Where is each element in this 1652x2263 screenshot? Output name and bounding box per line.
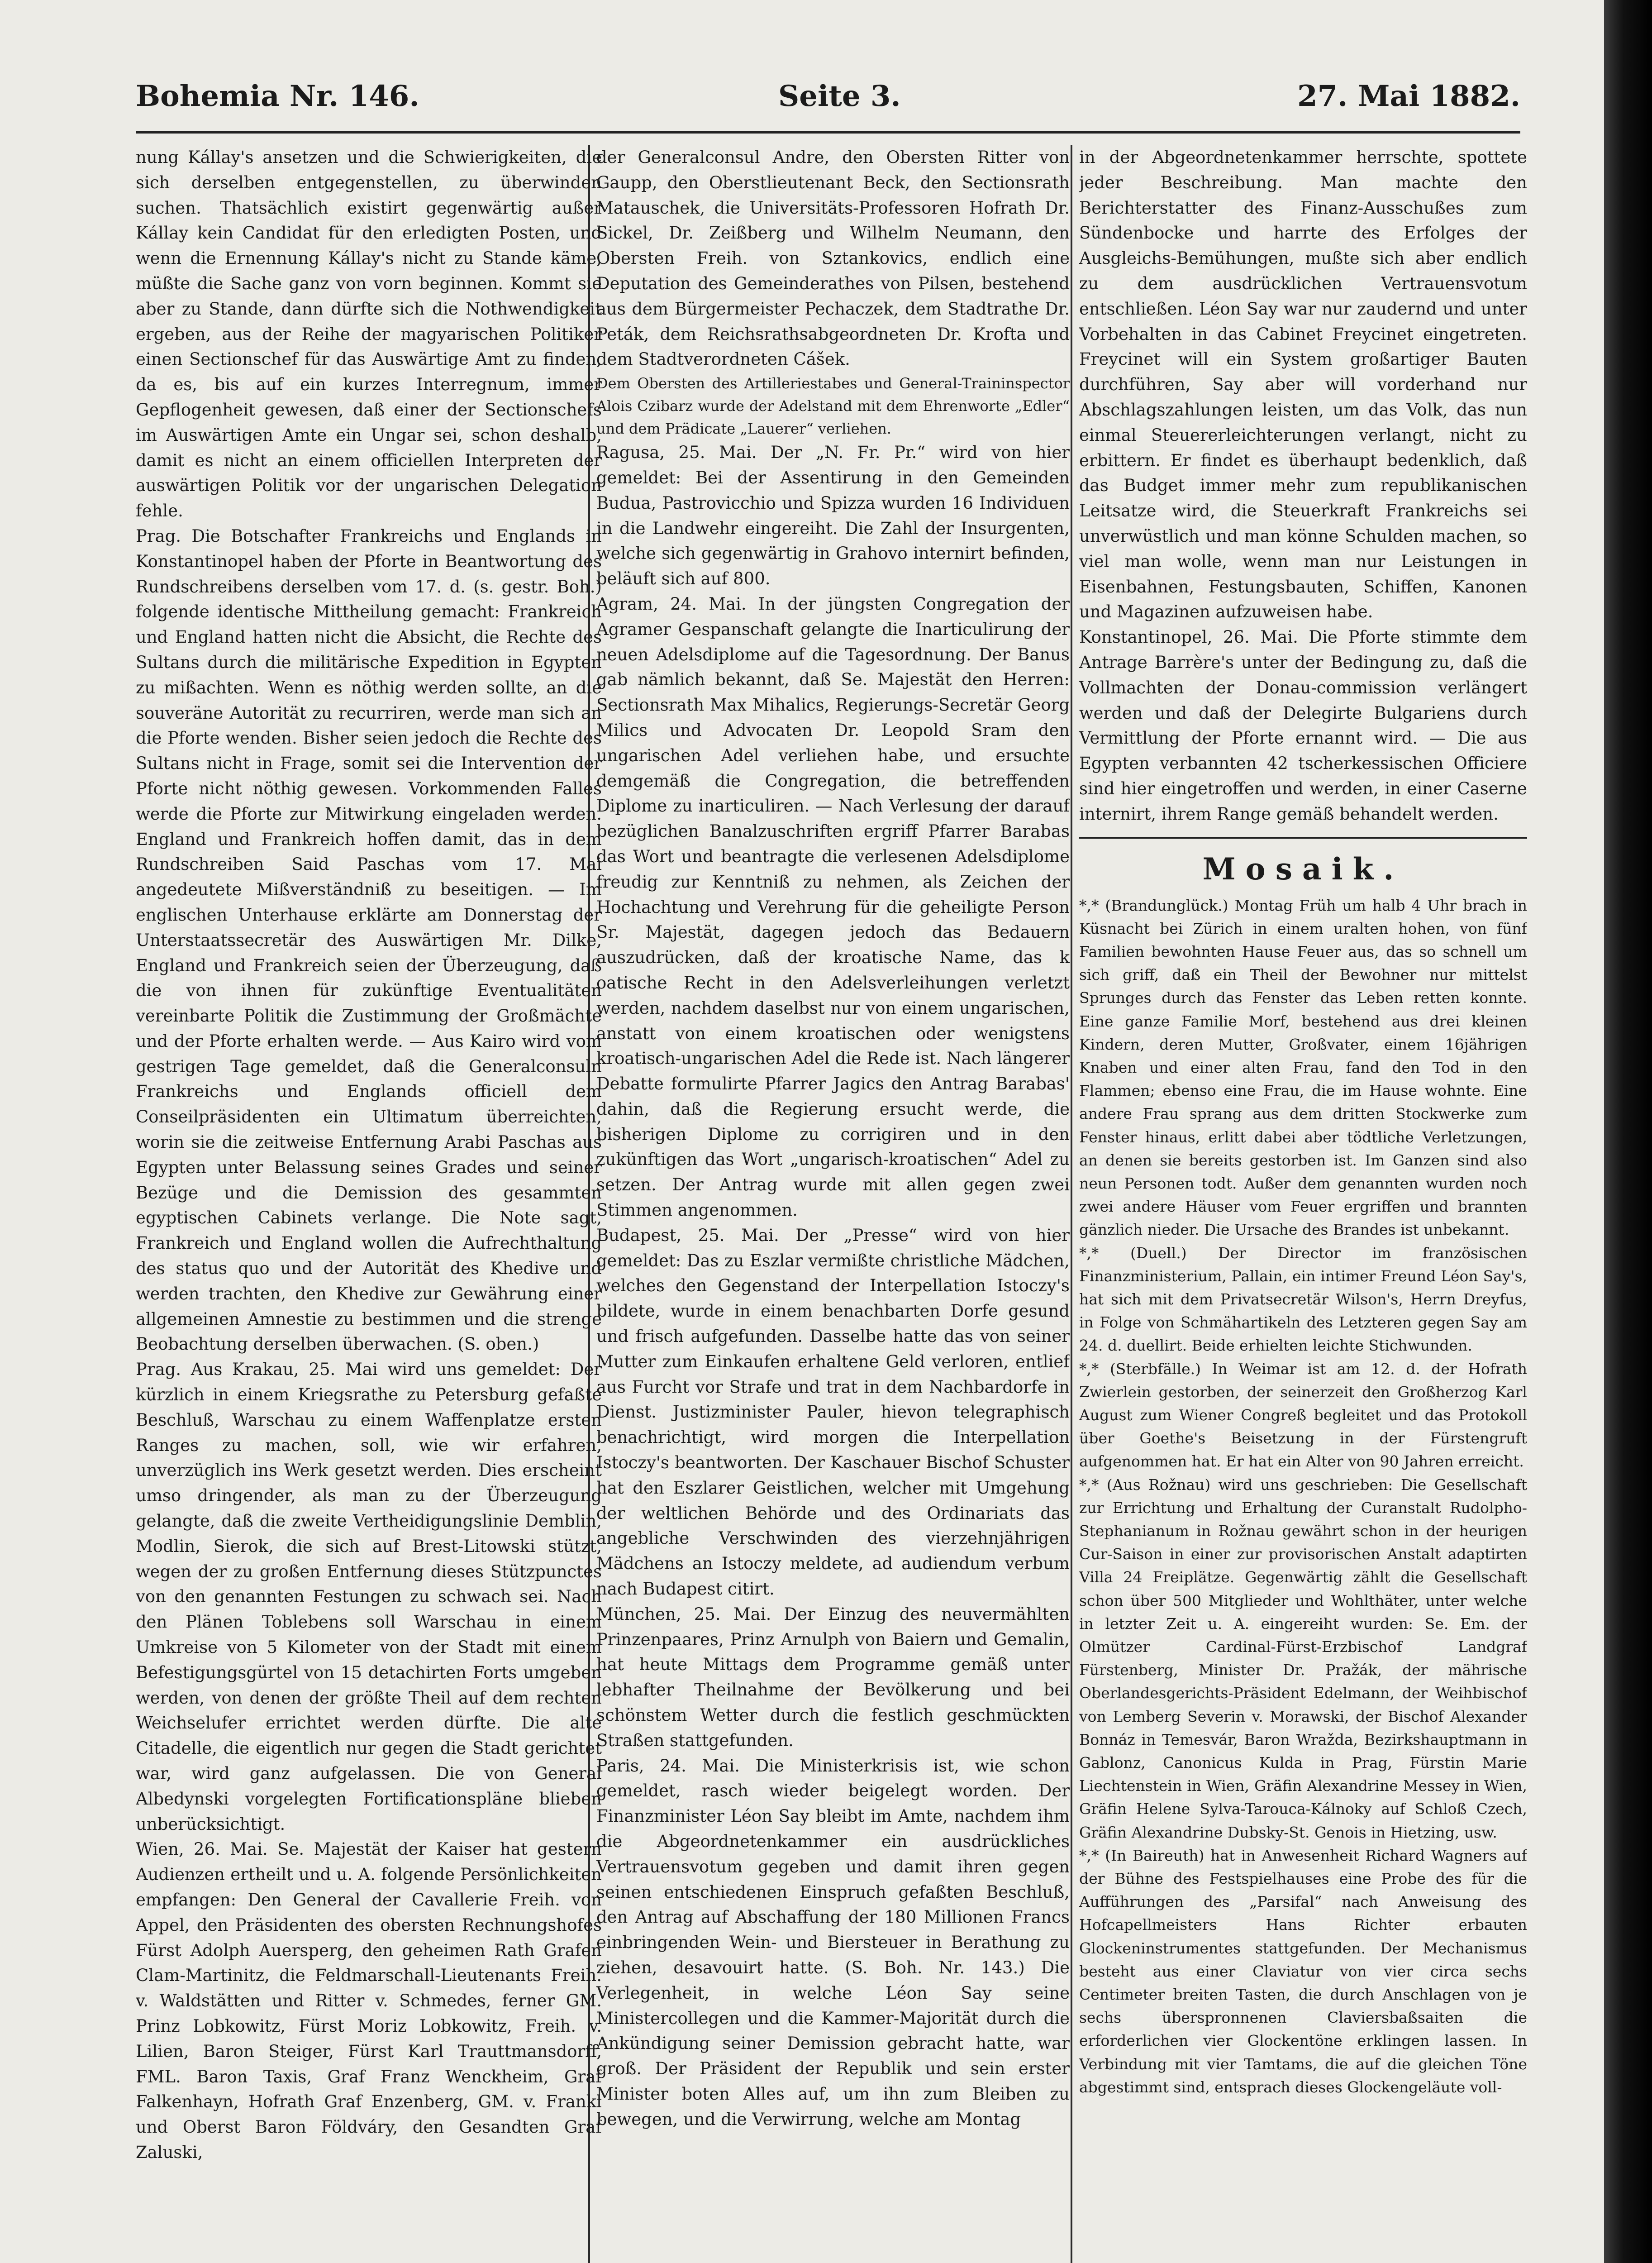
column-3 — [1079, 145, 1527, 2263]
header-rule — [136, 131, 1520, 134]
mosaik-item: *,* (Brandunglück.) Montag Früh um halb 4 Uhr brach in Küsnacht bei Zürich in einem uralten hohen, von fünf Familien bewohnten Hause Feuer aus, das so schnell um sich griff, daß ein Theil der Bewohner nur mittelst Sprunges durch das Fenster das Leben retten konnte. Eine ganze Familie Morf, bestehend aus drei kleinen Kindern, deren Mutter, Großvater, einem 16jährigen Knaben und einer alten Frau, fand den Tod in den Flammen; ebenso eine Frau, die im Hause wohnte. Eine andere Frau sprang aus dem dritten Stockwerke zum Fenster hinaus, erlitt dabei aber tödtliche Verletzungen, an denen sie bereits gestorben ist. Im Ganzen sind also neun Personen todt. Außer dem genannten wurden noch zwei andere Häuser vom Feuer ergriffen und brannten gänzlich nieder. Die Ursache des Brandes ist unbekannt. — [1079, 896, 1527, 1239]
column-1 — [136, 145, 602, 2263]
column-2 — [596, 145, 1070, 2263]
issue-date: 27. Mai 1882. — [1297, 79, 1520, 113]
article-paragraph: Agram, 24. Mai. In der jüngsten Congregation der Agramer Gespanschaft gelangte die Inarticulirung der neuen Adelsdiplome auf die Tagesordnung. Der Banus gab nämlich bekannt, daß Se. Majestät den Herren: Sectionsrath Max Mihalics, Regierungs-Secretär Georg Milics und Advocaten Dr. Leopold Sram den ungarischen Adel verliehen habe, und ersuchte demgemäß die Congregation, die betreffenden Diplome zu inarticuliren. — Nach Verlesung der darauf bezüglichen Banalzuschriften ergriff Pfarrer Barabas das Wort und beantragte die verlesenen Adelsdiplome freudig zur Kenntniß zu nehmen, als Zeichen der Hochachtung und Verehrung für die geheiligte Person Sr. Majestät, dagegen jedoch das Bedauern auszudrücken, daß der kroatische Name, das k oatische Recht in den Adelsverleihungen verletzt werden, nachdem daselbst nur von einem ungarischen, anstatt von einem kroatischen oder wenigstens kroatisch-ungarischen Adel die Rede ist. Nach längerer Debatte formulirte Pfarrer Jagics den Antrag Barabas' dahin, daß die Regierung ersucht werde, die bisherigen Diplome zu corrigiren und in den zukünftigen das Wort „ungarisch-kroatischen“ Adel zu setzen. Der Antrag wurde mit allen gegen zwei Stimmen angenommen. — [596, 594, 1070, 1220]
column-divider — [1071, 145, 1072, 2263]
article-paragraph: Konstantinopel, 26. Mai. Die Pforte stimmte dem Antrage Barrère's unter der Bedingung zu, daß die Vollmachten der Donau-commission verlängert werden und daß der Delegirte Bulgariens durch Vermittlung der Pforte ernannt wird. — Die aus Egypten verbannten 42 tscherkessischen Officiere sind hier eingetroffen und werden, in einer Caserne internirt, ihrem Range gemäß behandelt werden. — [1079, 627, 1527, 824]
notice-paragraph: Dem Obersten des Artilleriestabes und General-Traininspector Alois Czibarz wurde der Adelstand mit dem Ehrenworte „Edler“ und dem Prädicate „Lauerer“ verliehen. — [596, 375, 1070, 438]
article-paragraph: in der Abgeordnetenkammer herrschte, spottete jeder Beschreibung. Man machte den Berichterstatter des Finanz-Ausschußes zum Sündenbocke und harrte des Erfolges der Ausgleichs-Bemühungen, mußte sich aber endlich zu dem ausdrücklichen Vertrauensvotum entschließen. Léon Say war nur zaudernd und unter Vorbehalten in das Cabinet Freycinet eingetreten. Freycinet will ein System großartiger Bauten durchführen, Say aber will vorderhand nur Abschlagszahlungen leisten, um das Volk, das nun einmal Steuererleichterungen verlangt, nicht zu erbittern. Er findet es überhaupt bedenklich, daß das Budget immer mehr zum republikanischen Leitsatze wird, die Steuerkraft Frankreichs sei unverwüstlich und man könne Schulden machen, so viel man wolle, wenn man nur Leistungen in Eisenbahnen, Festungsbauten, Schiffen, Kanonen und Magazinen aufzuweisen habe. — [1079, 148, 1527, 622]
masthead-issue: Bohemia Nr. 146. — [136, 79, 419, 113]
article-paragraph: Budapest, 25. Mai. Der „Presse“ wird von hier gemeldet: Das zu Eszlar vermißte christliche Mädchen, welches den Gegenstand der Interpellation Istoczy's bildete, wurde in einem benachbarten Dorfe gesund und frisch aufgefunden. Dasselbe hatte das von seiner Mutter zum Einkaufen erhaltene Geld verloren, entlief aus Furcht vor Strafe und trat in dem Nachbardorfe in Dienst. Justizminister Pauler, hievon telegraphisch benachrichtigt, wird morgen die Interpellation Istoczy's beantworten. Der Kaschauer Bischof Schuster hat den Eszlarer Geistlichen, welcher mit Umgehung der weltlichen Behörde und des Ordinariats das angebliche Verschwinden des vierzehnjährigen Mädchens an Istoczy meldete, ad audiendum verbum nach Budapest citirt. — [596, 1225, 1070, 1599]
scan-border — [1604, 0, 1652, 2263]
mosaik-heading: Mosaik. — [1202, 851, 1404, 887]
article-paragraph: der Generalconsul Andre, den Obersten Ritter von Gaupp, den Oberstlieutenant Beck, den Sectionsrath Matauschek, die Universitäts-Professoren Hofrath Dr. Sickel, Dr. Zeißberg und Wilhelm Neumann, den Obersten Freih. von Sztankovics, endlich eine Deputation des Gemeinderathes von Pilsen, bestehend aus dem Bürgermeister Pechaczek, dem Stadtrathe Dr. Peták, dem Reichsrathsabgeordneten Dr. Krofta und dem Stadtverordneten Cášek. — [596, 148, 1070, 369]
mosaik-item: *,* (In Baireuth) hat in Anwesenheit Richard Wagners auf der Bühne des Festspielhauses eine Probe des für die Aufführungen des „Parsifal“ nach Anweisung des Hofcapellmeisters Hans Richter erbauten Glockeninstrumentes stattgefunden. Der Mechanismus besteht aus einer Claviatur von vier circa sechs Centimeter breiten Tasten, die durch Anschlagen von je sechs überspronnenen Claviersbaßsaiten die erforderlichen vier Glockentöne erklingen lassen. In Verbindung mit vier Tamtams, die auf die gleichen Töne abgestimmt sind, entsprach dieses Glockengeläute voll- — [1079, 1846, 1527, 2096]
article-paragraph: Paris, 24. Mai. Die Ministerkrisis ist, wie schon gemeldet, rasch wieder beigelegt worden. Der Finanzminister Léon Say bleibt im Amte, nachdem ihm die Abgeordnetenkammer ein ausdrückliches Vertrauensvotum gegeben und damit ihren gegen seinen entschiedenen Einspruch gefaßten Beschluß, den Antrag auf Abschaffung der 180 Millionen Francs einbringenden Wein- und Biersteuer in Berathung zu ziehen, desavouirt hatte. (S. Boh. Nr. 143.) Die Verlegenheit, in welche Léon Say seine Ministercollegen und die Kammer-Majorität durch die Ankündigung seiner Demission gebracht hatte, war groß. Der Präsident der Republik und sein erster Minister boten Alles auf, um ihn zum Bleiben zu bewegen, und die Verwirrung, welche am Montag — [596, 1756, 1070, 2129]
article-paragraph: Wien, 26. Mai. Se. Majestät der Kaiser hat gestern Audienzen ertheilt und u. A. folgende Persönlichkeiten empfangen: Den General der Cavallerie Freih. von Appel, den Präsidenten des obersten Rechnungshofes Fürst Adolph Auersperg, den geheimen Rath Grafen Clam-Martinitz, die Feldmarschall-Lieutenants Freih. v. Waldstätten und Ritter v. Schmedes, ferner GM. Prinz Lobkowitz, Fürst Moriz Lobkowitz, Freih. v. Lilien, Baron Steiger, Fürst Karl Trauttmansdorff, FML. Baron Taxis, Graf Franz Wenckheim, Graf Falkenhayn, Hofrath Graf Enzenberg, GM. v. Frankl und Oberst Baron Földváry, den Gesandten Graf Zaluski, — [136, 1839, 602, 2162]
mosaik-item: *,* (Duell.) Der Director im französischen Finanzministerium, Pallain, ein intimer Freund Léon Say's, hat sich mit dem Privatsecretär Wilson's, Herrn Dreyfus, in Folge von Schmähartikeln des Letzteren gegen Say am 24. d. duellirt. Beide erhielten leichte Stichwunden. — [1079, 1244, 1527, 1355]
article-paragraph: München, 25. Mai. Der Einzug des neuvermählten Prinzenpaares, Prinz Arnulph von Baiern und Gemalin, hat heute Mittags dem Programme gemäß unter lebhafter Theilnahme der Bevölkerung und bei schönstem Wetter durch die festlich geschmückten Straßen stattgefunden. — [596, 1604, 1070, 1750]
page-header — [136, 79, 1520, 120]
mosaik-item: *,* (Sterbfälle.) In Weimar ist am 12. d. der Hofrath Zwierlein gestorben, der seinerzeit den Großherzog Karl August zum Wiener Congreß begleitet und das Protokoll über Goethe's Beisetzung in der Fürstengruft aufgenommen hat. Er hat ein Alter von 90 Jahren erreicht. — [1079, 1360, 1527, 1470]
article-paragraph: Ragusa, 25. Mai. Der „N. Fr. Pr.“ wird von hier gemeldet: Bei der Assentirung in den Gemeinden Budua, Pastrovicchio und Spizza wurden 16 Individuen in die Landwehr eingereiht. Die Zahl der Insurgenten, welche sich gegenwärtig in Grahovo internirt befinden, beläuft sich auf 800. — [596, 443, 1070, 589]
page-number: Seite 3. — [778, 79, 901, 113]
article-paragraph: nung Kállay's ansetzen und die Schwierigkeiten, die sich derselben entgegenstellen, zu überwinden suchen. Thatsächlich existirt gegenwärtig außer Kállay kein Candidat für den erledigten Posten, und wenn die Ernennung Kállay's nicht zu Stande käme, müßte die Sache ganz von vorn beginnen. Kommt sie aber zu Stande, dann dürfte sich die Nothwendigkeit ergeben, aus der Reihe der magyarischen Politiker einen Sectionschef für das Auswärtige Amt zu finden, da es, bis auf ein kurzes Interregnum, immer Gepflogenheit gewesen, daß einer der Sectionschefs im Auswärtigen Amte ein Ungar sei, schon deshalb, damit es nicht an einem officiellen Interpreten der auswärtigen Politik vor der ungarischen Delegation fehle. — [136, 148, 602, 521]
mosaik-item: *,* (Aus Rožnau) wird uns geschrieben: Die Gesellschaft zur Errichtung und Erhaltung der Curanstalt Rudolpho-Stephanianum in Rožnau gewährt schon in der heurigen Cur-Saison in einer zur provisorischen Anstalt adaptirten Villa 24 Freiplätze. Gegenwärtig zählt die Gesellschaft schon über 500 Mitglieder und Wohlthäter, unter welche in letzter Zeit u. A. eingereiht wurden: Se. Em. der Olmützer Cardinal-Fürst-Erzbischof Landgraf Fürstenberg, Minister Dr. Pražák, der mährische Oberlandesgerichts-Präsident Edelmann, der Weihbischof von Lemberg Severin v. Morawski, der Bischof Alexander Bonnáz in Temesvár, Baron Wražda, Bezirkshauptmann in Gablonz, Canonicus Kulda in Prag, Fürstin Marie Liechtenstein in Wien, Gräfin Alexandrine Messey in Wien, Gräfin Helene Sylva-Tarouca-Kálnoky auf Schloß Czech, Gräfin Alexandrine Dubsky-St. Genois in Hietzing, usw. — [1079, 1475, 1527, 1841]
article-paragraph: Prag. Die Botschafter Frankreichs und Englands in Konstantinopel haben der Pforte in Beantwortung des Rundschreibens derselben vom 17. d. (s. gestr. Boh.) folgende identische Mittheilung gemacht: Frankreich und England hatten nicht die Absicht, die Rechte des Sultans durch die militärische Expedition in Egypten zu mißachten. Wenn es nöthig werden sollte, an die souveräne Autorität zu recurriren, werde man sich an die Pforte wenden. Bisher seien jedoch die Rechte des Sultans nicht in Frage, somit sei die Intervention der Pforte nicht nöthig gewesen. Vorkommenden Falles werde die Pforte zur Mitwirkung eingeladen werden. England und Frankreich hoffen damit, das in dem Rundschreiben Said Paschas vom 17. Mai angedeutete Mißverständniß zu beseitigen. — Im englischen Unterhause erklärte am Donnerstag der Unterstaatssecretär des Auswärtigen Mr. Dilke, England und Frankreich seien der Überzeugung, daß die von ihnen für zukünftige Eventualitäten vereinbarte Politik die Zustimmung der Großmächte und der Pforte erhalten werde. — Aus Kairo wird vom gestrigen Tage gemeldet, daß die Generalconsuln Frankreichs und Englands officiell dem Conseilpräsidenten ein Ultimatum überreichten, worin sie die zeitweise Entfernung Arabi Paschas aus Egypten unter Belassung seines Grades und seiner Bezüge und die Demission des gesammten egyptischen Cabinets verlange. Die Note sagt, Frankreich und England wollen die Aufrechthaltung des status quo und der Autorität des Khedive und werden trachten, den Khedive zur Gewährung einer allgemeinen Amnestie zu bestimmen und die strenge Beobachtung derselben überwachen. (S. oben.) — [136, 526, 602, 1354]
article-paragraph: Prag. Aus Krakau, 25. Mai wird uns gemeldet: Der kürzlich in einem Kriegsrathe zu Petersburg gefaßte Beschluß, Warschau zu einem Waffenplatze ersten Ranges zu machen, soll, wie wir erfahren, unverzüglich ins Werk gesetzt werden. Dies erscheint umso dringender, als man zu der Überzeugung gelangte, daß die zweite Vertheidigungslinie Demblin, Modlin, Sierok, die sich auf Brest-Litowski stützt, wegen der zu großen Entfernung dieses Stützpunctes von den genannten Festungen zu schwach sei. Nach den Plänen Toblebens soll Warschau in einem Umkreise von 5 Kilometer von der Stadt mit einem Befestigungsgürtel von 15 detachirten Forts umgeben werden, von denen der größte Theil auf dem rechten Weichselufer errichtet werden dürfte. Die alte Citadelle, die eigentlich nur gegen die Stadt gerichtet war, wird ganz aufgelassen. Die von General Albedynski vorgelegten Fortificationspläne blieben unberücksichtigt. — [136, 1360, 602, 1834]
section-rule — [1079, 837, 1527, 839]
